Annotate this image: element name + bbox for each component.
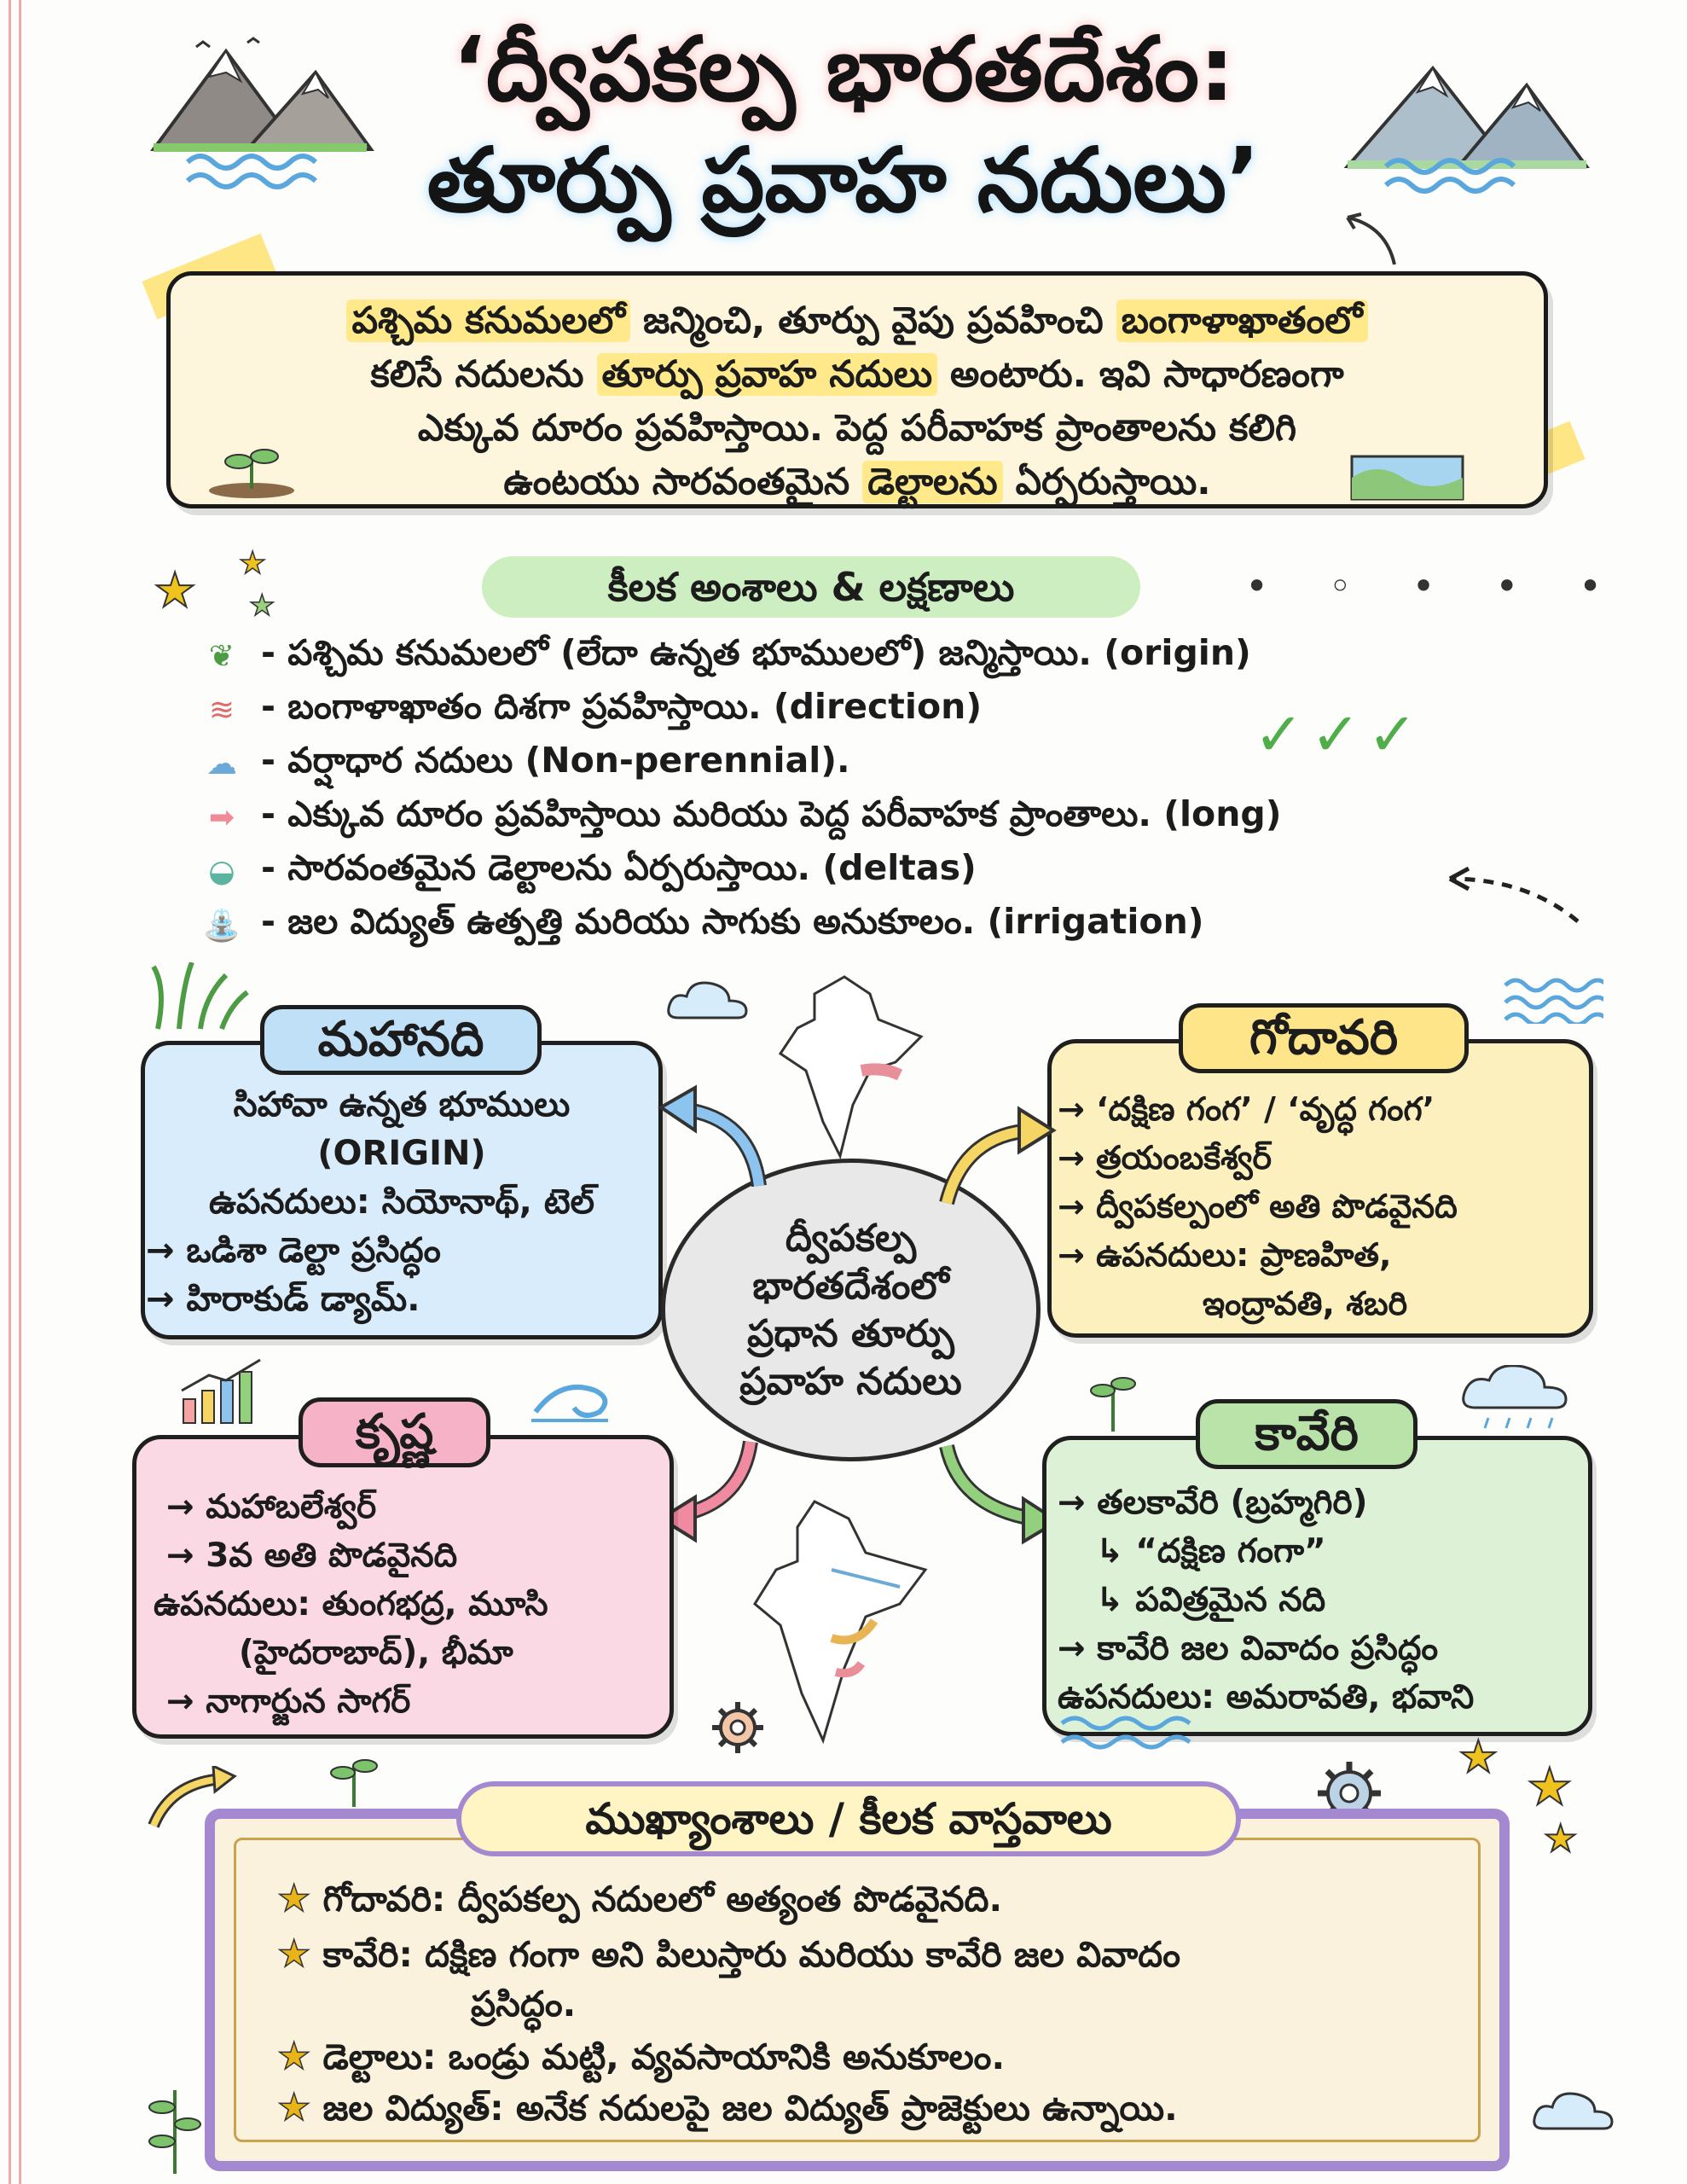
arrow-to-mahanadi-icon [657,1075,776,1194]
star-icon: ★ [277,1877,311,1920]
card-line: → మహాబలేశ్వర్ [166,1488,377,1526]
fact-item [277,2086,1178,2137]
feature-text: - ఎక్కువ దూరం ప్రవహిస్తాయి మరియు పెద్ద పరీవాహక ప్రాంతాలు. (long) [261,793,1282,834]
feature-text: - జల విద్యుత్ ఉత్పత్తి మరియు సాగుకు అనుకూలం. (irrigation) [261,900,1204,942]
dots-decoration: • ◦ • • • [1245,563,1626,609]
card-line: ఉపనదులు: సియోనాథ్, టెల్ [209,1182,594,1222]
card-line: (హైదరాబాద్), భీమా [239,1634,513,1672]
card-line: ఉపనదులు: తుంగభద్ర, మూసి [154,1585,548,1623]
page-title-line-2: తూర్పు ప్రవాహ నదులు’ [426,128,1261,232]
card-kaveri-title: కావేరి [1196,1399,1417,1469]
fact-item [277,1932,1180,1984]
growth-chart-icon [175,1356,269,1425]
key-facts-heading: ముఖ్యాంశాలు / కీలక వాస్తవాలు [456,1781,1241,1856]
features-heading: కీలక అంశాలు & లక్షణాలు [482,556,1140,618]
feature-item [194,630,1602,683]
notebook-margin-line [19,0,21,2184]
card-godavari-body [1058,1085,1458,1328]
intro-text: అంటారు. ఇవి సాధారణంగా [937,353,1344,396]
fact-item-continued: ప్రసిద్ధం. [471,1984,577,2024]
intro-text: ఉంటయు సారవంతమైన [503,461,863,503]
intro-text: ఏర్పరుస్తాయి. [1002,461,1211,503]
card-line: → త్రయంబకేశ్వర్ [1058,1139,1272,1176]
card-line: → ద్వీపకల్పంలో అతి పొడవైనది [1058,1188,1458,1225]
highlight-text: పశ్చిమ కనుమలలో [346,299,630,342]
star-icon: ★ [154,563,197,619]
feature-item [194,737,1602,791]
gear-icon [708,1698,768,1757]
center-line: ప్రధాన తూర్పు [747,1311,954,1356]
card-krishna-body [154,1483,548,1726]
card-line: ఉపనదులు: అమరావతి, భవాని [1058,1678,1475,1716]
center-line: ద్వీపకల్ప [785,1216,917,1260]
features-list [194,630,1602,952]
sapling-icon [145,2082,205,2175]
star-icon: ★ [239,546,267,581]
card-kaveri-body [1058,1478,1474,1722]
sapling-icon [324,1749,384,1809]
leaf-icon: ❦ [208,639,235,674]
fact-item [277,1877,1002,1928]
star-icon: ★ [1458,1732,1499,1783]
card-line: → ఒడిశా డెల్టా ప్రసిద్ధం [146,1231,441,1270]
curved-arrow-icon [1335,209,1403,269]
card-line: సిహావా ఉన్నత భూములు [233,1085,571,1124]
india-map-icon [746,1493,951,1749]
cloud-icon [1531,2090,1625,2133]
delta-landscape-icon [1348,444,1467,503]
arrow-right-icon: ➡ [208,800,235,835]
center-line: భారతదేశంలో [752,1263,949,1308]
water-waves-icon [1058,1706,1203,1757]
india-map-icon [768,973,947,1169]
dashed-arrow-icon [1433,862,1586,930]
feature-text: - పశ్చిమ కనుమలలో (లేదా ఉన్నత భూములలో) జన్మిస్తాయి. (origin) [261,631,1251,673]
card-line: → హిరాకుడ్ డ్యామ్. [146,1280,420,1319]
intro-line: ఎక్కువ దూరం ప్రవహిస్తాయి. పెద్ద పరీవాహక ప్రాంతాలను కలిగి [417,407,1297,450]
feature-text: - సారవంతమైన డెల్టాలను ఏర్పరుస్తాయి. (deltas) [261,846,977,888]
card-mahanadi-title: మహానది [260,1005,542,1075]
highlight-text: డెల్టాలను [862,461,1002,503]
card-line: ↳ పవిత్రమైన నది [1096,1581,1326,1619]
card-godavari-title: గోదావరి [1179,1003,1469,1073]
fact-text: గోదావరి: ద్వీపకల్ప నదులలో అత్యంత పొడవైనది. [322,1879,1003,1920]
highlight-text: తూర్పు ప్రవాహ నదులు [597,353,938,396]
intro-text: కలిసే నదులను [370,353,597,396]
star-icon: ★ [277,2035,311,2078]
fact-text: కావేరి: దక్షిణ గంగా అని పిలుస్తారు మరియు కావేరి జల వివాదం [322,1934,1180,1975]
arrow-to-godavari-icon [930,1101,1058,1211]
water-waves-icon [1501,973,1603,1024]
notebook-margin-line [9,0,11,2184]
arrow-to-krishna-icon [657,1433,776,1544]
card-line: ఇంద్రావతి, శబరి [1203,1285,1408,1322]
card-line: → కావేరి జల వివాదం ప్రసిద్ధం [1058,1629,1439,1668]
rain-cloud-icon [1458,1365,1586,1433]
star-icon: ★ [1527,1757,1573,1817]
sprout-icon [205,439,299,499]
card-line: → తలకావేరి (బ్రహ్మగిరి) [1058,1484,1368,1522]
card-line: → ‘దక్షిణ గంగ’ / ‘వృద్ధ గంగ’ [1058,1090,1435,1128]
star-icon: ★ [1544,1817,1578,1861]
intro-line [222,294,1493,348]
intro-box [166,271,1548,508]
grass-icon [145,962,256,1031]
fact-text: జల విద్యుత్: అనేక నదులపై జల విద్యుత్ ప్రాజెక్టులు ఉన్నాయి. [322,2088,1178,2129]
star-icon: ★ [277,2086,311,2129]
card-krishna-title: కృష్ణ [299,1397,490,1467]
card-line: ↳ “దక్షిణ గంగా” [1096,1532,1326,1571]
card-line: → నాగార్జున సాగర్ [166,1682,411,1721]
rain-cloud-icon: ☁ [206,746,237,781]
feature-item [194,898,1602,952]
intro-text: జన్మించి, తూర్పు వైపు ప్రవహించి [629,299,1116,342]
intro-line [222,348,1493,402]
star-icon: ★ [249,589,275,623]
card-line: → 3వ అతి పొడవైనది [166,1536,458,1575]
intro-line [222,456,1493,509]
fact-item [277,2035,1005,2086]
cloud-icon [665,979,759,1022]
star-icon: ★ [277,1932,311,1976]
wave-swirl-icon [527,1374,621,1425]
card-line: (ORIGIN) [317,1134,486,1173]
feature-item [194,845,1602,898]
feature-text: - వర్షాధార నదులు (Non-perennial). [261,739,850,781]
card-mahanadi-body [141,1081,663,1324]
checkmarks-icon: ✓✓✓ [1254,700,1424,770]
wave-arrow-icon: ≋ [208,693,235,728]
fact-text: డెల్టాలు: ఒండ్రు మట్టి, వ్యవసాయానికి అనుకూలం. [322,2036,1006,2077]
center-line: ప్రవాహ నదులు [739,1359,962,1403]
highlight-text: బంగాళాఖాతంలో [1116,299,1368,342]
card-line: → ఉపనదులు: ప్రాణహిత, [1058,1236,1392,1274]
feature-item [194,791,1602,845]
feature-item [194,683,1602,737]
page-title-line-1: ‘ద్వీపకల్ప భారతదేశం: [452,17,1235,121]
delta-icon: ◒ [208,854,235,889]
feature-text: - బంగాళాఖాతం దిశగా ప్రవహిస్తాయి. (direction) [261,685,983,727]
sapling-icon [1087,1365,1139,1433]
tap-icon: ⛲ [202,908,241,944]
